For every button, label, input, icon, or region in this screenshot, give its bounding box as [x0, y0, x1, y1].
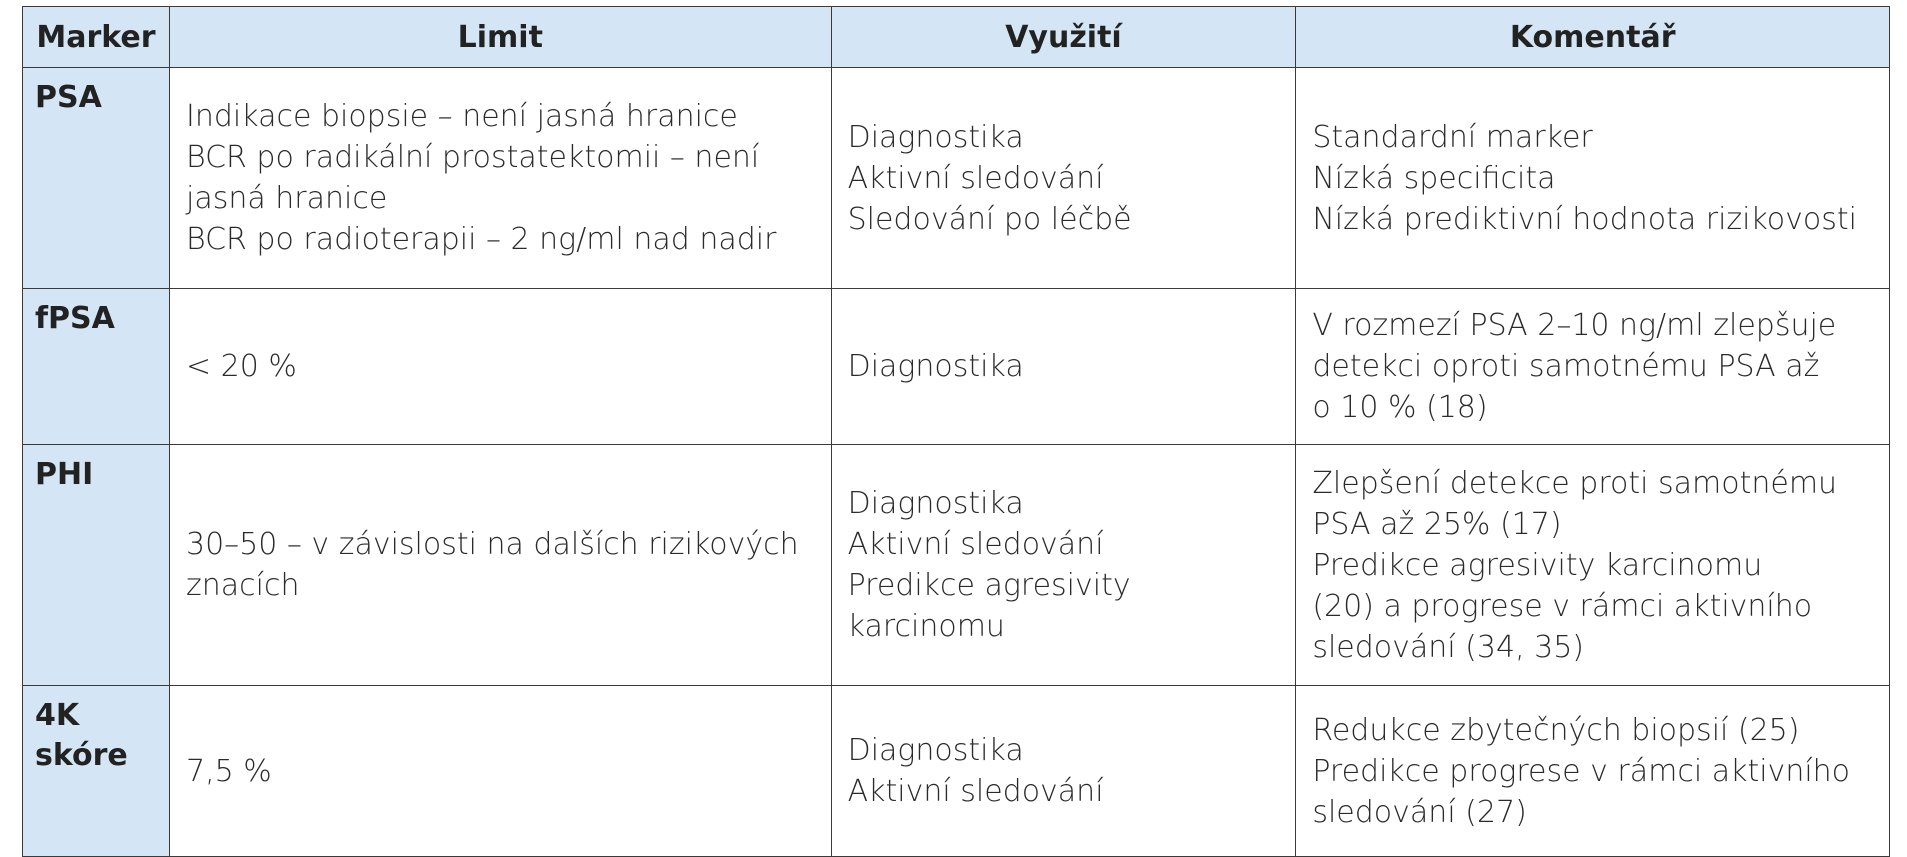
marker-cell — [23, 686, 170, 857]
limit-line: 30–50 – v závislosti na dalších rizikových — [185, 527, 799, 562]
vyuziti-line: Aktivní sledování — [847, 527, 1104, 562]
komentar-line: sledování (27) — [1312, 794, 1527, 830]
header-vyuziti: Využití — [831, 7, 1296, 68]
vyuziti-line: Sledování po léčbě — [847, 201, 1132, 237]
table-row — [23, 445, 1890, 686]
komentar-line: Standardní marker — [1312, 119, 1593, 155]
marker-text: PSA — [35, 80, 102, 115]
vyuziti-line: Aktivní sledování — [847, 160, 1104, 196]
vyuziti-cell — [831, 445, 1296, 686]
table-row — [23, 289, 1890, 445]
limit-line: 7,5 % — [185, 753, 272, 789]
limit-cell — [169, 68, 831, 289]
limit-line: jasná hranice — [185, 181, 388, 216]
limit-line: Indikace biopsie – není jasná hranice — [185, 99, 738, 134]
marker-cell — [23, 289, 170, 445]
marker-text: 4K — [35, 698, 80, 733]
komentar-line: Nízká specificita — [1312, 160, 1556, 196]
marker-text: PHI — [35, 457, 94, 492]
komentar-line: Predikce agresivity karcinomu — [1312, 547, 1763, 583]
komentar-cell — [1296, 686, 1890, 857]
vyuziti-cell — [831, 68, 1296, 289]
komentar-line: V rozmezí PSA 2–10 ng/ml zlepšuje — [1312, 308, 1837, 343]
komentar-line: Zlepšení detekce proti samotnému — [1312, 465, 1838, 501]
komentar-line: detekci oproti samotnému PSA až — [1312, 349, 1820, 384]
komentar-line: sledování (34, 35) — [1312, 629, 1585, 665]
komentar-line: o 10 % (18) — [1312, 390, 1488, 425]
limit-line: < 20 % — [185, 349, 297, 384]
vyuziti-line: Aktivní sledování — [847, 774, 1104, 809]
komentar-cell — [1296, 289, 1890, 445]
vyuziti-line: Diagnostika — [847, 733, 1024, 768]
marker-table — [22, 6, 1890, 857]
table-row — [23, 68, 1890, 289]
komentar-line: Nízká prediktivní hodnota rizikovosti — [1312, 201, 1858, 237]
vyuziti-line: Diagnostika — [847, 119, 1024, 155]
header-row — [23, 7, 1890, 68]
komentar-cell — [1296, 445, 1890, 686]
vyuziti-line: Diagnostika — [847, 349, 1024, 384]
header-limit: Limit — [169, 7, 831, 68]
komentar-cell — [1296, 68, 1890, 289]
marker-cell — [23, 68, 170, 289]
limit-line: znacích — [185, 568, 300, 603]
limit-cell — [169, 686, 831, 857]
limit-line: BCR po radikální prostatektomii – není — [185, 140, 760, 175]
limit-line: BCR po radioterapii – 2 ng/ml nad nadir — [185, 222, 777, 257]
table-row — [23, 686, 1890, 857]
komentar-line: Predikce progrese v rámci aktivního — [1312, 753, 1851, 789]
vyuziti-cell — [831, 686, 1296, 857]
limit-cell — [169, 445, 831, 686]
vyuziti-line: Predikce agresivity karcinomu — [847, 568, 1141, 644]
header-marker: Marker — [23, 7, 170, 68]
header-komentar: Komentář — [1296, 7, 1890, 68]
komentar-line: PSA až 25% (17) — [1312, 506, 1562, 542]
limit-cell — [169, 289, 831, 445]
marker-text: fPSA — [35, 301, 115, 336]
vyuziti-line: Diagnostika — [847, 486, 1024, 521]
vyuziti-cell — [831, 289, 1296, 445]
marker-cell — [23, 445, 170, 686]
komentar-line: (20) a progrese v rámci aktivního — [1312, 588, 1813, 624]
marker-text: skóre — [35, 738, 128, 773]
komentar-line: Redukce zbytečných biopsií (25) — [1312, 712, 1800, 748]
